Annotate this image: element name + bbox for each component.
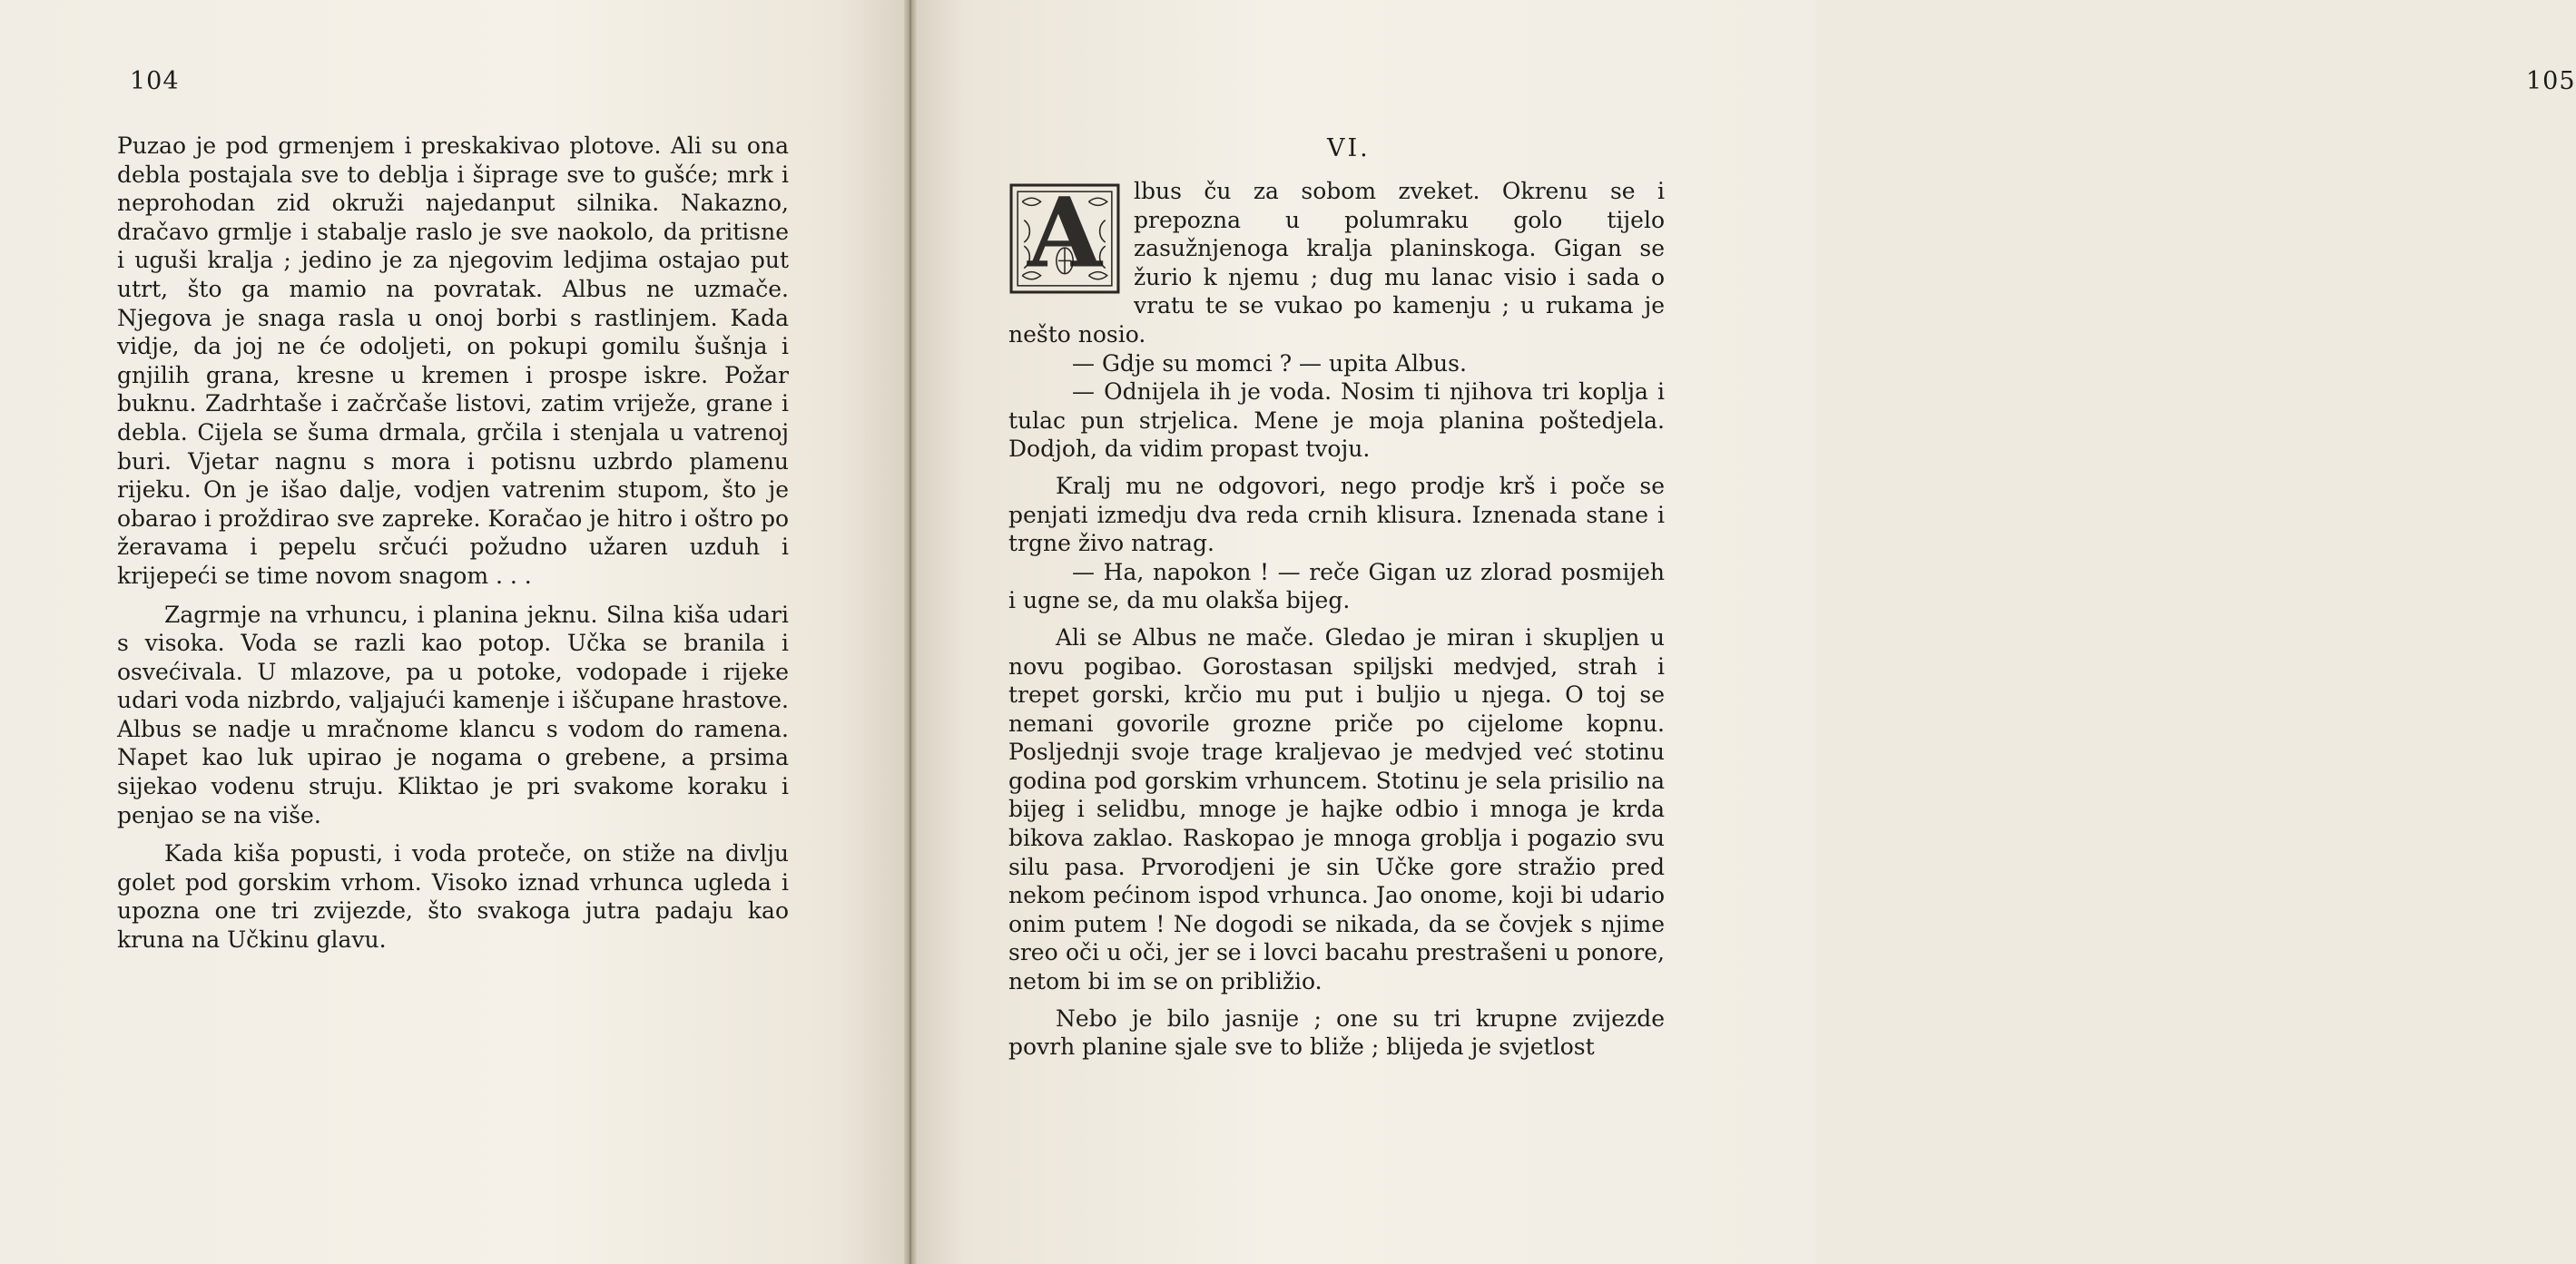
page-number-right: 105 (2526, 67, 2576, 95)
ornamental-drop-cap (1008, 176, 1121, 295)
left-page (0, 0, 910, 1264)
paragraph: lbus ču za sobom zveket. Okrenu se i prepozna u polumraku golo tijelo zasužnjenoga kralja planinskoga. Gigan se žurio k njemu ; dug mu lanac visio i sada o vratu te se vukao po kamenju ; u rukama je nešto nosio. (1008, 178, 1665, 348)
paragraph: Kada kiša popusti, i voda proteče, on stiže na divlju golet pod gorskim vrhom. Visoko iznad vrhunca ugleda i upozna one tri zvijezde, što svakoga jutra padaju kao kruna na Učkinu glavu. (117, 840, 789, 954)
paragraph: Ali se Albus ne mače. Gledao je miran i skupljen u novu pogibao. Gorostasan spiljski medvjed, strah i trepet gorski, krčio mu put i buljio u njega. O toj se nemani govorile grozne priče po cijelome kopnu. Posljednji svoje trage kraljevao je medvjed već stotinu godina pod gorskim vrhuncem. Stotinu je sela prisilio na bijeg i selidbu, mnoge je hajke odbio i mnoga je krda bikova zaklao. Raskopao je mnoga groblja i pogazio svu silu pasa. Prvorodjeni je sin Učke gore stražio pred nekom pećinom ispod vrhunca. Jao onome, koji bi udario onim putem ! Ne dogodi se nikada, da se čovjek s njime sreo oči u oči, jer se i lovci bacahu prestrašeni u ponore, netom bi im se on približio. (1008, 623, 1665, 995)
paragraph: Nebo je bilo jasnije ; one su tri krupne zvijezde povrh planine sjale sve to bliže ; blijeda je svjetlost (1008, 1004, 1665, 1061)
ornament-frame-icon (1009, 176, 1120, 294)
paragraph: Kralj mu ne odgovori, nego prodje krš i poče se penjati izmedju dva reda crnih klisura. Iznenada stane i trgne živo natrag. (1008, 472, 1665, 557)
svg-text:A: A (1027, 176, 1103, 289)
left-page-text (117, 132, 789, 955)
dialog-line: — Gdje su momci ? — upita Albus. (1072, 349, 1467, 377)
dialog-line: — Ha, napokon ! — reče Gigan uz zlorad posmijeh i ugne se, da mu olakša bijeg. (1008, 558, 1665, 614)
page-number-left: 104 (130, 67, 180, 95)
paragraph: Zagrmje na vrhuncu, i planina jeknu. Silna kiša udari s visoka. Voda se razli kao potop. Učka se branila i osvećivala. U mlazove, pa u potoke, vodopade i rijeke udari voda nizbrdo, valjajući kamenje i iščupane hrastove. Albus se nadje u mračnome klancu s vodom do ramena. Napet kao luk upirao je nogama o grebene, a prsima sijekao vodenu struju. Kliktao je pri svakome koraku i penjao se na više. (117, 601, 789, 828)
dialog-line: — Odnijela ih je voda. Nosim ti njihova tri koplja i tulac pun strjelica. Mene je moja planina poštedjela. Dodjoh, da vidim propast tvoju. (1008, 378, 1665, 463)
book-gutter (904, 0, 917, 1264)
chapter-heading: VI. (1327, 134, 1371, 162)
paragraph: Puzao je pod grmenjem i preskakivao plotove. Ali su ona debla postajala sve to deblja i šiprage sve to gušće; mrk i neprohodan zid okruži najedanput silnika. Nakazno, dračavo grmlje i stabalje raslo je sve naokolo, da pritisne i uguši kralja ; jedino je za njegovim ledjima ostajao put utrt, što ga mamio na povratak. Albus ne uzmače. Njegova je snaga rasla u onoj borbi s rastlinjem. Kada vidje, da joj ne će odoljeti, on pokupi gomilu šušnja i gnjilih grana, kresne u kremen i prospe iskre. Požar buknu. Zadrhtaše i začrčaše listovi, zatim vriježe, grane i debla. Cijela se šuma drmala, grčila i stenjala u vatrenoj buri. Vjetar nagnu s mora i potisnu uzbrdo plamenu rijeku. On je išao dalje, vodjen vatrenim stupom, što je obarao i proždirao sve zapreke. Koračao je hitro i oštro po žeravama i pepelu srčući požudno užaren uzduh i krijepeći se time novom snagom . . . (117, 132, 789, 589)
right-page-text (1008, 177, 1665, 1062)
